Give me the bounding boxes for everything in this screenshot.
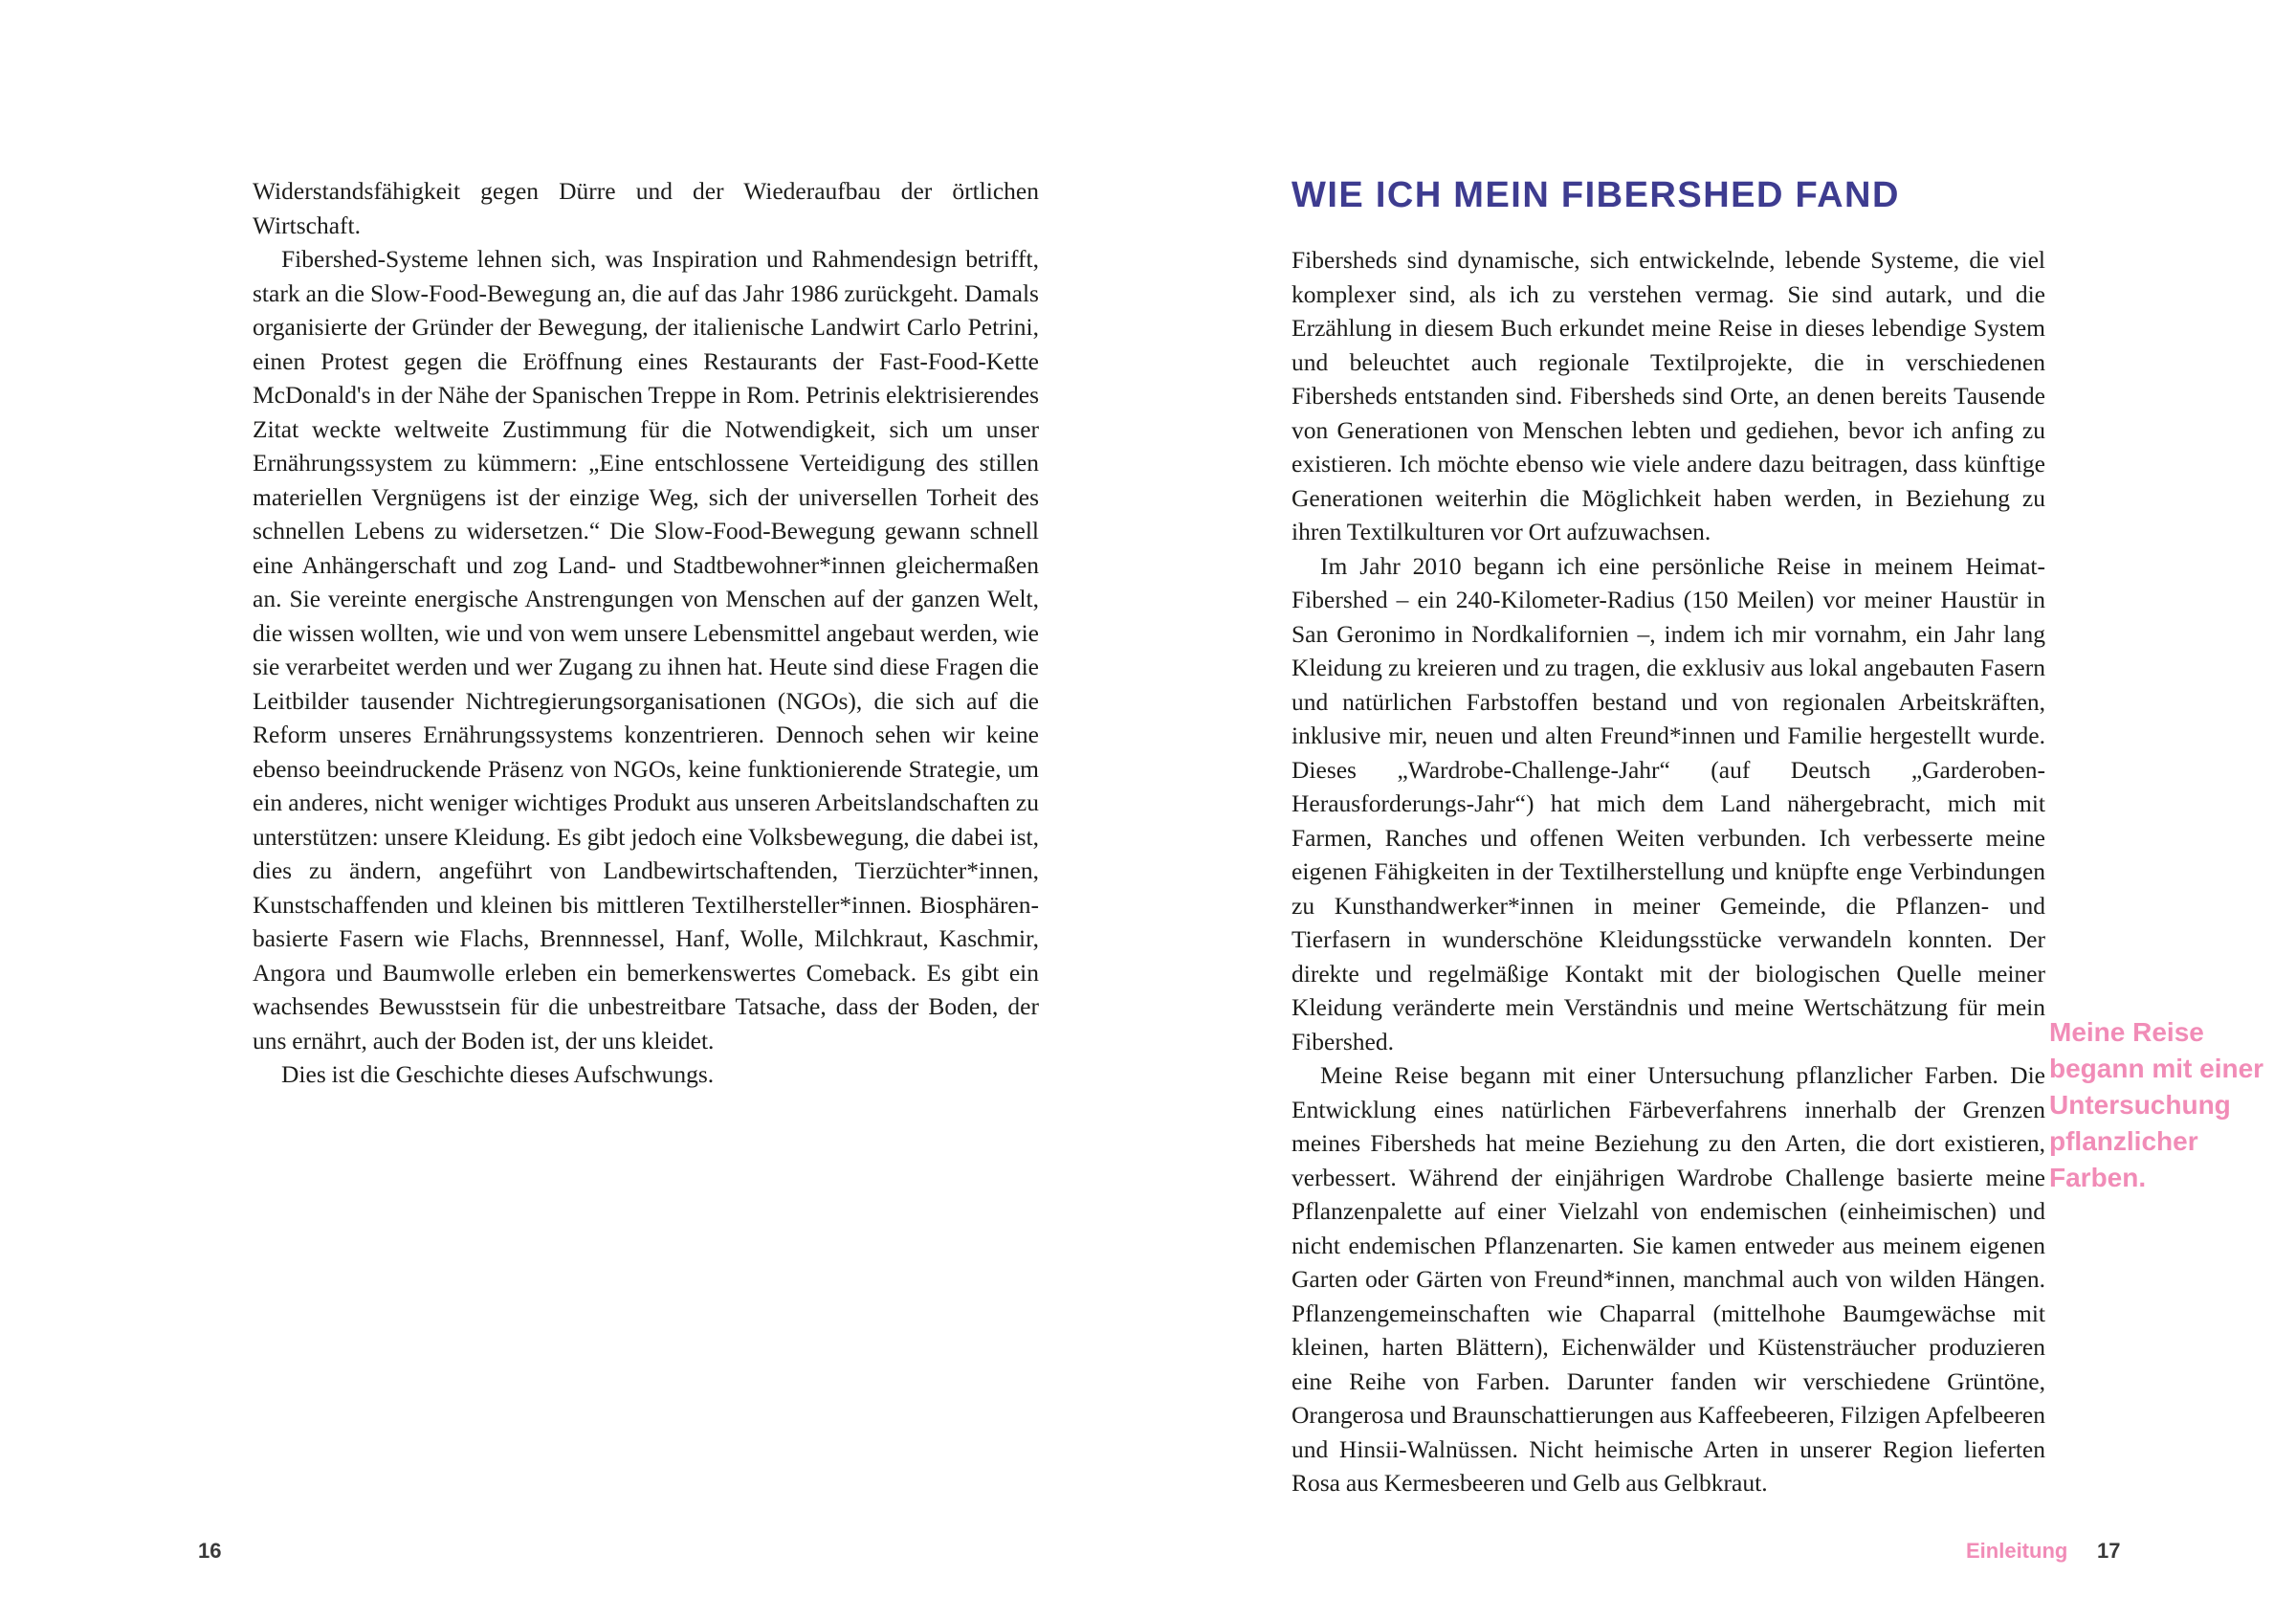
body-paragraph: Fibershed-Systeme lehnen sich, was Inspiration und Rahmendesign betrifft, stark an die Slow-Food-Bewegung an, die auf das Jahr 1986 zurückgeht. Damals organisierte der Gründer der Bewegung, der italienische Landwirt Carlo Petrini, einen Protest gegen die Eröffnung eines Restaurants der Fast-Food-Kette McDonald's in der Nähe der Spanischen Treppe in Rom. Petrinis elektrisierendes Zitat weckte weltweite Zustimmung für die Notwendigkeit, sich um unser Ernährungssystem zu kümmern: „Eine entschlossene Verteidigung des stillen materiellen Vergnügens ist der einzige Weg, sich der universellen Torheit des schnellen Lebens zu widersetzen.“ Die Slow-Food-Bewegung gewann schnell eine Anhängerschaft und zog Land- und Stadtbewohner*innen gleichermaßen an. Sie vereinte energische Anstrengungen von Menschen auf der ganzen Welt, die wissen wollten, wie und von wem unsere Lebensmittel angebaut werden, wie sie verarbeitet werden und wer Zugang zu ihnen hat. Heute sind diese Fragen die Leitbilder tausender Nichtregierungsorganisationen (NGOs), die sich auf die Reform unseres Ernährungssystems konzentrieren. Dennoch sehen wir keine ebenso beeindruckende Präsenz von NGOs, keine funktionierende Strategie, um ein anderes, nicht weniger wichtiges Produkt aus unseren Arbeitslandschaften zu unterstützen: unsere Kleidung. Es gibt jedoch eine Volksbewegung, die dabei ist, dies zu ändern, angeführt von Landbewirtschaftenden, Tierzüchter*innen, Kunstschaffenden und kleinen bis mittleren Textilhersteller*innen. Biosphären-basierte Fasern wie Flachs, Brennnessel, Hanf, Wolle, Milchkraut, Kaschmir, Angora und Baumwolle erleben ein bemerkenswertes Comeback. Es gibt ein wachsendes Bewusstsein für die unbestreitbare Tatsache, dass der Boden, der uns ernährt, auch der Boden ist, der uns kleidet. [253,245,1039,1055]
margin-note: Meine Reise begann mit einer Untersuchung pflanzlicher Farben. [2049,1017,2264,1192]
body-paragraph: Meine Reise begann mit einer Untersuchung pflanzlicher Farben. Die Entwicklung eines natürlichen Färbeverfahrens innerhalb der Grenzen meines Fibersheds hat meine Beziehung zu den Arten, die dort existieren, verbessert. Während der einjährigen Wardrobe Challenge basierte meine Pflanzenpalette auf einer Vielzahl von endemischen (einheimischen) und nicht endemischen Pflanzenarten. Sie kamen entweder aus meinem eigenen Garten oder Gärten von Freund*innen, manchmal auch von wilden Hängen. Pflanzengemeinschaften wie Chaparral (mittelhohe Baumgewächse mit kleinen, harten Blättern), Eichenwälder und Küstensträucher produzieren eine Reihe von Farben. Darunter fanden wir verschiedene Grüntöne, Orangerosa und Braunschattierungen aus Kaffeebeeren, Filzigen Apfelbeeren und Hinsii-Walnüssen. Nicht heimische Arten in unserer Region lieferten Rosa aus Kermesbeeren und Gelb aus Gelbkraut. [1292,1061,2045,1497]
body-paragraph: Fibersheds sind dynamische, sich entwickelnde, lebende Systeme, die viel komplexer sind, als ich zu verstehen vermag. Sie sind autark, und die Erzählung in diesem Buch erkundet meine Reise in dieses lebendige System und beleuchtet auch regionale Textilprojekte, die in verschiedenen Fibersheds entstanden sind. Fibersheds sind Orte, an denen bereits Tausende von Generationen von Menschen lebten und gediehen, bevor ich anfing zu existieren. Ich möchte ebenso wie viele andere dazu beitragen, dass künftige Generationen weiterhin die Möglichkeit haben werden, in Beziehung zu ihren Textilkulturen vor Ort aufzuwachsen. [1292,246,2045,545]
footer-chapter-label: Einleitung [1966,1539,2068,1563]
left-page-text-column [253,174,1039,1092]
page-number-left: 16 [198,1539,222,1563]
body-paragraph: Im Jahr 2010 begann ich eine persönliche Reise in meinem Heimat-Fibershed – ein 240-Kilometer-Radius (150 Meilen) vor meiner Haustür in San Geronimo in Nordkalifornien –, indem ich mir vornahm, ein Jahr lang Kleidung zu kreieren und zu tragen, die exklusiv aus lokal angebauten Fasern und natürlichen Farbstoffen bestand und von regionalen Arbeitskräften, inklusive mir, neuen und alten Freund*innen und Familie hergestellt wurde. Dieses „Wardrobe-Challenge-Jahr“ (auf Deutsch „Garderoben-Herausforderungs-Jahr“) hat mich dem Land nähergebracht, mich mit Farmen, Ranches und offenen Weiten verbunden. Ich verbesserte meine eigenen Fähigkeiten in der Textilherstellung und knüpfte enge Verbindungen zu Kunsthandwerker*innen in meiner Gemeinde, die Pflanzen- und Tierfasern in wunderschöne Kleidungsstücke verwandeln konnten. Der direkte und regelmäßige Kontakt mit der biologischen Quelle meiner Kleidung veränderte mein Verständnis und meine Wertschätzung für mein Fibershed. [1292,551,2045,1055]
chapter-heading: WIE ICH MEIN FIBERSHED FAND [1292,175,1900,215]
right-page-text-column [1292,174,2045,1500]
body-paragraph: Widerstandsfähigkeit gegen Dürre und der Wiederaufbau der örtlichen Wirtschaft. [253,177,1039,239]
page-number-right: 17 [2097,1539,2121,1563]
body-paragraph: Dies ist die Geschichte dieses Aufschwungs. [281,1060,715,1088]
